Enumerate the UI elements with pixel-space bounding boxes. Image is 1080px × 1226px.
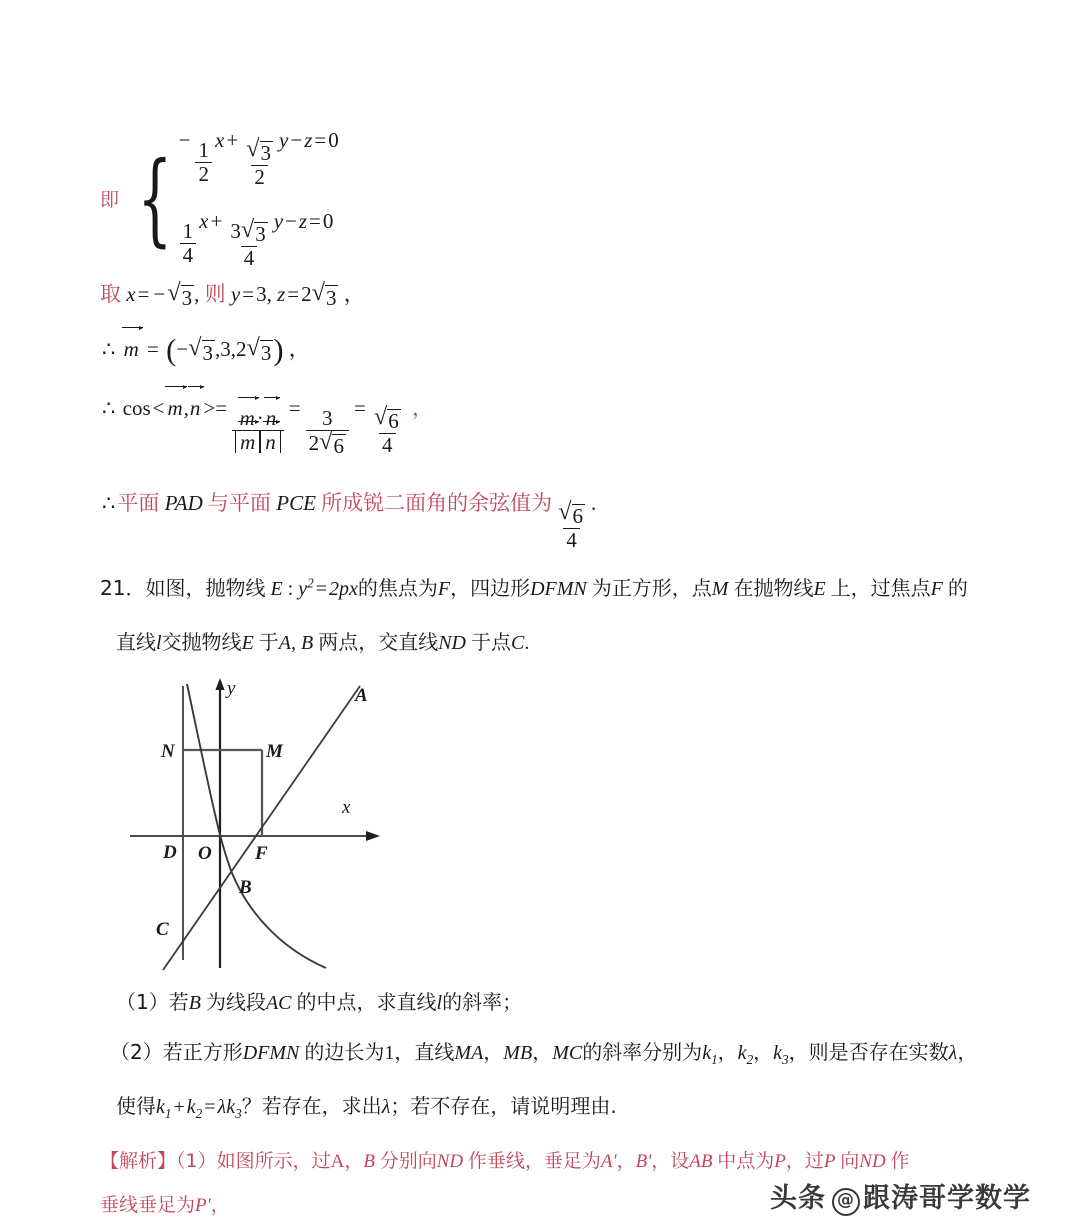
conclusion-text-a: 平面	[117, 491, 160, 515]
row2-coef2-num: 3 √ 3	[230, 215, 266, 247]
row1-coef2-num: √ 3	[246, 135, 272, 166]
q21-seg2: 的焦点为	[357, 576, 438, 600]
row1-var-y: y	[279, 128, 289, 152]
figure-label-O: O	[198, 843, 212, 864]
lead-label-ji: 即	[100, 189, 120, 212]
figure-label-A: A	[355, 685, 368, 706]
figure-label-N: N	[161, 741, 175, 762]
sol-line-ND: ND	[436, 1151, 464, 1172]
q21-seg1: 如图，抛物线	[145, 576, 266, 600]
row1-op-2: −	[290, 128, 303, 152]
solution-marker: （1）	[176, 1150, 217, 1172]
chord-line-l	[163, 686, 360, 970]
cos-fraction-2	[306, 407, 349, 458]
part2-seg1: 若正方形	[162, 1040, 243, 1064]
row1-coef-1	[195, 139, 212, 185]
solution-tag: 【解析】	[100, 1150, 177, 1172]
sol2-foot-P: P'	[195, 1195, 211, 1216]
cos-vector-m: m	[167, 396, 183, 420]
cos-frac3-den: 4	[379, 433, 396, 457]
row1-op-1: +	[226, 128, 239, 152]
row2-var-z: z	[298, 208, 308, 233]
cos-comma: ,	[183, 396, 189, 420]
q21l2-seg5: 于点	[471, 630, 512, 654]
part2-seg2: 的边长为	[304, 1040, 385, 1064]
part2-k3: k	[773, 1042, 783, 1064]
sol-seg8: 作	[890, 1150, 910, 1172]
q21-curve-E: E	[270, 578, 283, 600]
q21-colon: :	[287, 578, 294, 600]
part1-segment-AC: AC	[265, 992, 292, 1014]
figure-label-F: F	[255, 843, 268, 864]
q21l2-period: .	[524, 632, 530, 654]
part2-line-MB: MB	[503, 1042, 533, 1064]
equation-cosine	[100, 392, 433, 458]
part1-seg3: 的中点，求直线	[296, 990, 437, 1014]
x-axis-arrow	[366, 831, 380, 841]
conclusion-text-c: 所成锐二面角的余弦值为	[321, 491, 553, 515]
cos-function: cos	[122, 396, 151, 420]
label-take: 取	[100, 282, 121, 306]
q21l2-seg4: 两点，交直线	[318, 630, 439, 654]
figure-label-C: C	[156, 919, 169, 940]
part2-kc1: ，	[717, 1040, 738, 1064]
sol-seg3: 作垂线，垂足为	[467, 1150, 601, 1172]
sol-c2: ，	[616, 1150, 636, 1172]
part1-seg1: 若	[168, 990, 189, 1014]
problem-21-number: 21．	[100, 576, 146, 600]
part2-lambda: λ	[948, 1042, 958, 1064]
row2-var-y: y	[273, 208, 284, 233]
q21-eq-sign: =	[315, 578, 327, 600]
part2l2-qmark: ？	[241, 1094, 262, 1118]
equation-system	[100, 128, 339, 270]
q21-eq-lhs: y	[298, 578, 308, 600]
conclusion-value-num: √ 6	[558, 498, 584, 529]
therefore-symbol-2: ∴	[102, 396, 116, 420]
q21-point-F: F	[437, 578, 451, 600]
part2-seg4: 的斜率分别为	[582, 1040, 703, 1064]
conclusion-plane-pad: PAD	[164, 491, 203, 515]
take-y: y	[230, 282, 241, 306]
q21l2-seg1: 直线	[116, 630, 156, 654]
row2-coef-1	[180, 220, 197, 266]
part2-seg3: ，直线	[394, 1040, 455, 1064]
sol-line-ND-2: ND	[859, 1151, 886, 1172]
q21l2-curve-E: E	[241, 632, 254, 654]
part2l2-kc: k	[226, 1096, 236, 1118]
sol-foot-B: B'	[635, 1151, 652, 1172]
q21-seg6: 上，过焦点	[830, 576, 931, 600]
part2l2-ka-sub: 1	[164, 1106, 172, 1121]
therefore-symbol-3: ∴	[102, 491, 116, 515]
take-trailing-comma: ，	[343, 282, 365, 306]
part2-seg5: ，则是否存在实数	[788, 1040, 949, 1064]
sol-seg1: 如图所示，过	[216, 1150, 331, 1172]
vector-m-symbol: m	[123, 337, 139, 362]
part2-k2-sub: 2	[746, 1052, 754, 1067]
part2-k1: k	[702, 1042, 712, 1064]
figure-axis-label-x: x	[342, 797, 351, 818]
conclusion-period: .	[591, 491, 597, 515]
problem-21-part-2-line-1	[110, 1036, 977, 1068]
system-row-1	[177, 128, 339, 189]
sol-seg7: 向	[840, 1150, 860, 1172]
vector-m-trailing: ，	[288, 337, 310, 362]
part2l2-seg3: ；若不存在，请说明理由.	[390, 1094, 617, 1118]
row2-coef2-den: 4	[241, 246, 258, 270]
part2l2-lambda: λ	[217, 1096, 227, 1118]
problem-21-part-1	[116, 986, 522, 1015]
cos-fraction-3	[371, 403, 404, 458]
take-x: x	[126, 282, 136, 306]
figure-svg	[130, 668, 430, 974]
q21-seg7: 的	[947, 576, 968, 600]
system-rows	[177, 128, 339, 270]
part2-k2: k	[737, 1042, 747, 1064]
cos-equals-2: =	[353, 396, 366, 420]
row1-var-x: x	[214, 128, 225, 152]
part2-line-MA: MA	[454, 1042, 484, 1064]
cos-close-bracket: >=	[203, 396, 228, 420]
row2-coef-2	[227, 215, 270, 270]
sol-foot-A: A'	[600, 1151, 617, 1172]
watermark-prefix: 头条	[770, 1183, 826, 1214]
part2l2-kb: k	[186, 1096, 196, 1118]
q21-eq-exp: 2	[307, 575, 314, 591]
sol-point-B: B	[363, 1151, 375, 1172]
part2l2-seg2: 若存在，求出	[261, 1094, 382, 1118]
cos-frac1-num: m·n	[239, 406, 277, 431]
cos-open-bracket: <	[152, 396, 165, 420]
equation-take-values: 取 x= − √ 3 , 则 y=3, z=2 √ 3 ，	[100, 279, 365, 311]
system-brace: {	[137, 139, 173, 257]
cos-frac2-den: 2 √ 6	[306, 430, 349, 458]
problem-21-line-1	[100, 572, 968, 601]
label-then: 则	[204, 282, 226, 306]
problem-21-part-2-line-2	[116, 1090, 617, 1122]
part2l2-kb-sub: 2	[195, 1106, 203, 1121]
part2-k3-sub: 3	[782, 1052, 789, 1067]
cos-equals-1: =	[288, 396, 301, 420]
figure-label-D: D	[163, 842, 177, 863]
watermark	[770, 1176, 1031, 1216]
row1-coef2-den: 2	[251, 165, 268, 189]
therefore-symbol-1: ∴	[102, 337, 116, 362]
conclusion-value	[555, 498, 588, 553]
q21-point-F2: F	[930, 578, 943, 600]
row1-rhs: 0	[328, 128, 339, 152]
row2-coef1-den: 4	[180, 243, 197, 267]
conclusion-value-den: 4	[563, 528, 580, 552]
row2-var-x: x	[199, 208, 209, 233]
sol-seg4: ，设	[651, 1150, 690, 1172]
parabola-figure	[130, 668, 430, 974]
q21-seg5: 在抛物线	[733, 576, 814, 600]
conclusion-line	[100, 487, 596, 552]
cos-frac2-num: 3	[322, 406, 333, 431]
part1-line-l: l	[436, 992, 443, 1014]
part2-k1-sub: 1	[711, 1052, 718, 1067]
cos-fraction-1	[232, 407, 284, 453]
q21-seg3: ，四边形	[450, 576, 531, 600]
q21l2-point-C: C	[511, 632, 525, 654]
q21-seg4: 为正方形，点	[591, 576, 712, 600]
at-symbol-icon: @	[832, 1188, 860, 1216]
conclusion-plane-pce: PCE	[276, 491, 316, 515]
part2l2-ka: k	[156, 1096, 165, 1118]
q21-curve-E2: E	[813, 578, 826, 600]
row1-coef1-num: 1	[198, 138, 209, 163]
part2-side-length: 1	[384, 1042, 395, 1064]
part2l2-equals: =	[204, 1096, 216, 1118]
take-z: z	[277, 282, 286, 306]
cos-trailing: ，	[411, 396, 433, 420]
part2-marker: （2）	[110, 1040, 163, 1064]
figure-label-M: M	[266, 741, 283, 762]
solution-line-2	[100, 1190, 230, 1217]
sol-point-P2: P	[823, 1151, 836, 1172]
row2-rhs: 0	[322, 208, 334, 233]
part1-point-B: B	[188, 992, 201, 1014]
equation-vector-m: ∴ m = (− √ 3 ,3,2 √ 3 ) ，	[102, 333, 310, 367]
q21-eq-rhs: 2px	[329, 578, 358, 600]
part1-marker: （1）	[116, 990, 169, 1014]
part2l2-plus: +	[173, 1096, 185, 1118]
figure-label-B: B	[239, 877, 252, 898]
row1-sign: −	[178, 128, 191, 152]
cos-frac1-den: m n	[232, 430, 284, 454]
sol2-comma: ，	[210, 1194, 230, 1216]
row2-coef1-num: 1	[182, 218, 194, 243]
row1-equals: =	[314, 128, 327, 152]
take-sqrt3: √ 3	[167, 279, 193, 311]
part2-square-DFMN: DFMN	[242, 1042, 300, 1064]
q21l2-line-ND: ND	[438, 632, 467, 654]
sol-seg2: 分别向	[379, 1150, 437, 1172]
cos-vector-n: n	[189, 396, 201, 420]
sol-point-P: P	[774, 1151, 786, 1172]
sol-c1: ，	[344, 1150, 364, 1172]
sol-point-A: A	[330, 1151, 345, 1172]
y-axis-arrow	[215, 678, 224, 690]
row1-coef-2	[243, 135, 276, 190]
sol-seg5: 中点为	[717, 1150, 775, 1172]
q21-quad-DFMN: DFMN	[530, 578, 587, 600]
part1-seg4: 的斜率；	[442, 990, 523, 1014]
row2-equals: =	[309, 208, 321, 233]
watermark-handle: 跟涛哥学数学	[863, 1183, 1031, 1214]
part2-kc2: ，	[753, 1040, 774, 1064]
part2-seg6: ，	[957, 1040, 978, 1064]
q21l2-seg3: 于	[258, 630, 279, 654]
row2-op-2: −	[285, 208, 297, 233]
part2l2-seg1: 使得	[116, 1094, 156, 1118]
part2-c1: ，	[483, 1040, 504, 1064]
part2l2-kc-sub: 3	[235, 1106, 242, 1121]
part1-seg2: 为线段	[205, 990, 266, 1014]
row1-coef1-den: 2	[195, 162, 212, 186]
problem-21-line-2	[116, 626, 529, 655]
figure-axis-label-y: y	[227, 678, 236, 699]
solution-line-1	[100, 1146, 909, 1173]
sol-segment-AB: AB	[689, 1151, 713, 1172]
row1-var-z: z	[304, 128, 313, 152]
sol-seg6: ，过	[785, 1150, 824, 1172]
vector-m-equals: =	[147, 337, 159, 362]
system-row-2	[177, 209, 339, 270]
q21-point-M: M	[711, 578, 729, 600]
part2l2-lambda-2: λ	[381, 1096, 391, 1118]
row2-op-1: +	[210, 208, 223, 233]
cos-frac3-num: √ 6	[373, 403, 399, 434]
part2-line-MC: MC	[552, 1042, 583, 1064]
part2-c2: ，	[532, 1040, 553, 1064]
parabola-curve	[187, 684, 326, 968]
q21l2-seg2: 交抛物线	[161, 630, 242, 654]
sol2-seg1: 垂线垂足为	[100, 1194, 196, 1216]
conclusion-text-b: 与平面	[208, 491, 271, 515]
q21l2-line-l: l	[156, 632, 162, 654]
q21l2-points-AB: A, B	[278, 632, 314, 654]
